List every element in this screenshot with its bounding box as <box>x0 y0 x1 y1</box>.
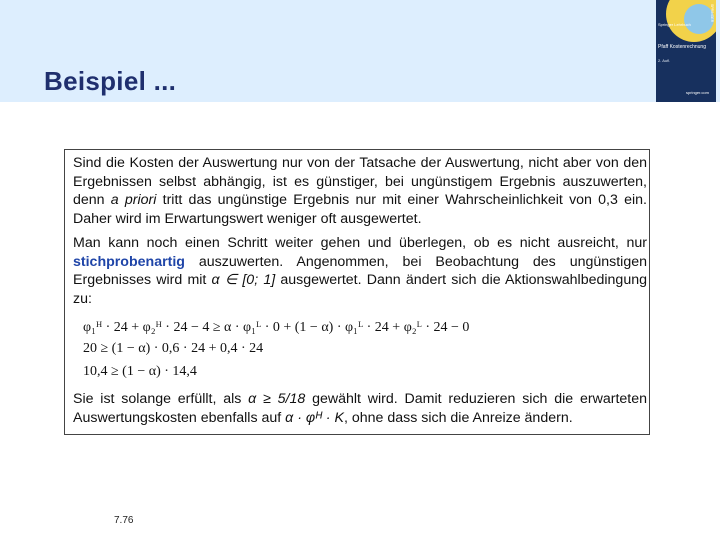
p2-alpha-set: α ∈ [0; 1] <box>211 272 276 288</box>
p3-condition: α ≥ 5/18 <box>248 391 306 407</box>
paragraph-3 <box>73 390 647 427</box>
cover-logo: springer.com <box>686 90 709 95</box>
p1-italic: a priori <box>110 192 157 208</box>
p3-text-a: Sie ist solange erfüllt, als <box>73 391 249 407</box>
p3-text-c: , ohne dass sich die Anreize ändern. <box>343 409 573 426</box>
p2-highlight: stichprobenartig <box>73 253 185 270</box>
paragraph-2 <box>73 234 647 308</box>
p1-text-a: Sind die Kosten der Auswertung nur von der Tatsache der Auswertung, nicht aber von den Ergebnissen selbst abhängig, ist es günstiger, bei ungünstigem Ergebnis auszuwerten, denn <box>73 155 647 208</box>
equation-3: 10,4 ≥ (1 − α) · 14,4 <box>83 364 197 379</box>
cover-book-title: Pfaff Kostenrechnung <box>658 44 706 50</box>
equation-1: φ₁ᴴ · 24 + φ₂ᴴ · 24 − 4 ≥ α · φ₁ᴸ · 0 + (1 − α) · φ₁ᴸ · 24 + φ₂ᴸ · 24 − 0 <box>83 320 470 335</box>
book-cover-thumbnail <box>656 0 716 102</box>
page-title: Beispiel ... <box>44 66 177 96</box>
example-content-box <box>64 149 650 435</box>
p3-expression: α · φᴴ · K <box>285 409 344 426</box>
p2-text-c: ausgewertet. Dann ändert sich die Aktionswahlbedingung zu: <box>73 272 647 307</box>
cover-edition: 2. Aufl. <box>658 58 671 63</box>
cover-badge: SPRINGER <box>710 4 714 23</box>
p2-text-a: Man kann noch einen Schritt weiter gehen und überlegen, ob es nicht ausreicht, nur <box>73 235 647 251</box>
p2-text-b: auszuwerten. Angenommen, bei Beobachtung des ungünstigen Ergebnisses wird mit <box>73 253 647 288</box>
p3-text-b: gewählt wird. Damit reduzieren sich die erwarteten Auswertungskosten ebenfalls auf <box>73 391 648 426</box>
slide-number: 7.76 <box>114 515 134 526</box>
cover-publisher: Springer Lehrbuch <box>658 22 691 27</box>
paragraph-1 <box>73 154 647 228</box>
p1-text-b: tritt das ungünstige Ergebnis nur mit einer Wahrscheinlichkeit von 0,3 ein. Daher wird im Erwartungswert weniger oft ausgewertet. <box>73 192 647 227</box>
equation-2: 20 ≥ (1 − α) · 0,6 · 24 + 0,4 · 24 <box>83 341 264 356</box>
